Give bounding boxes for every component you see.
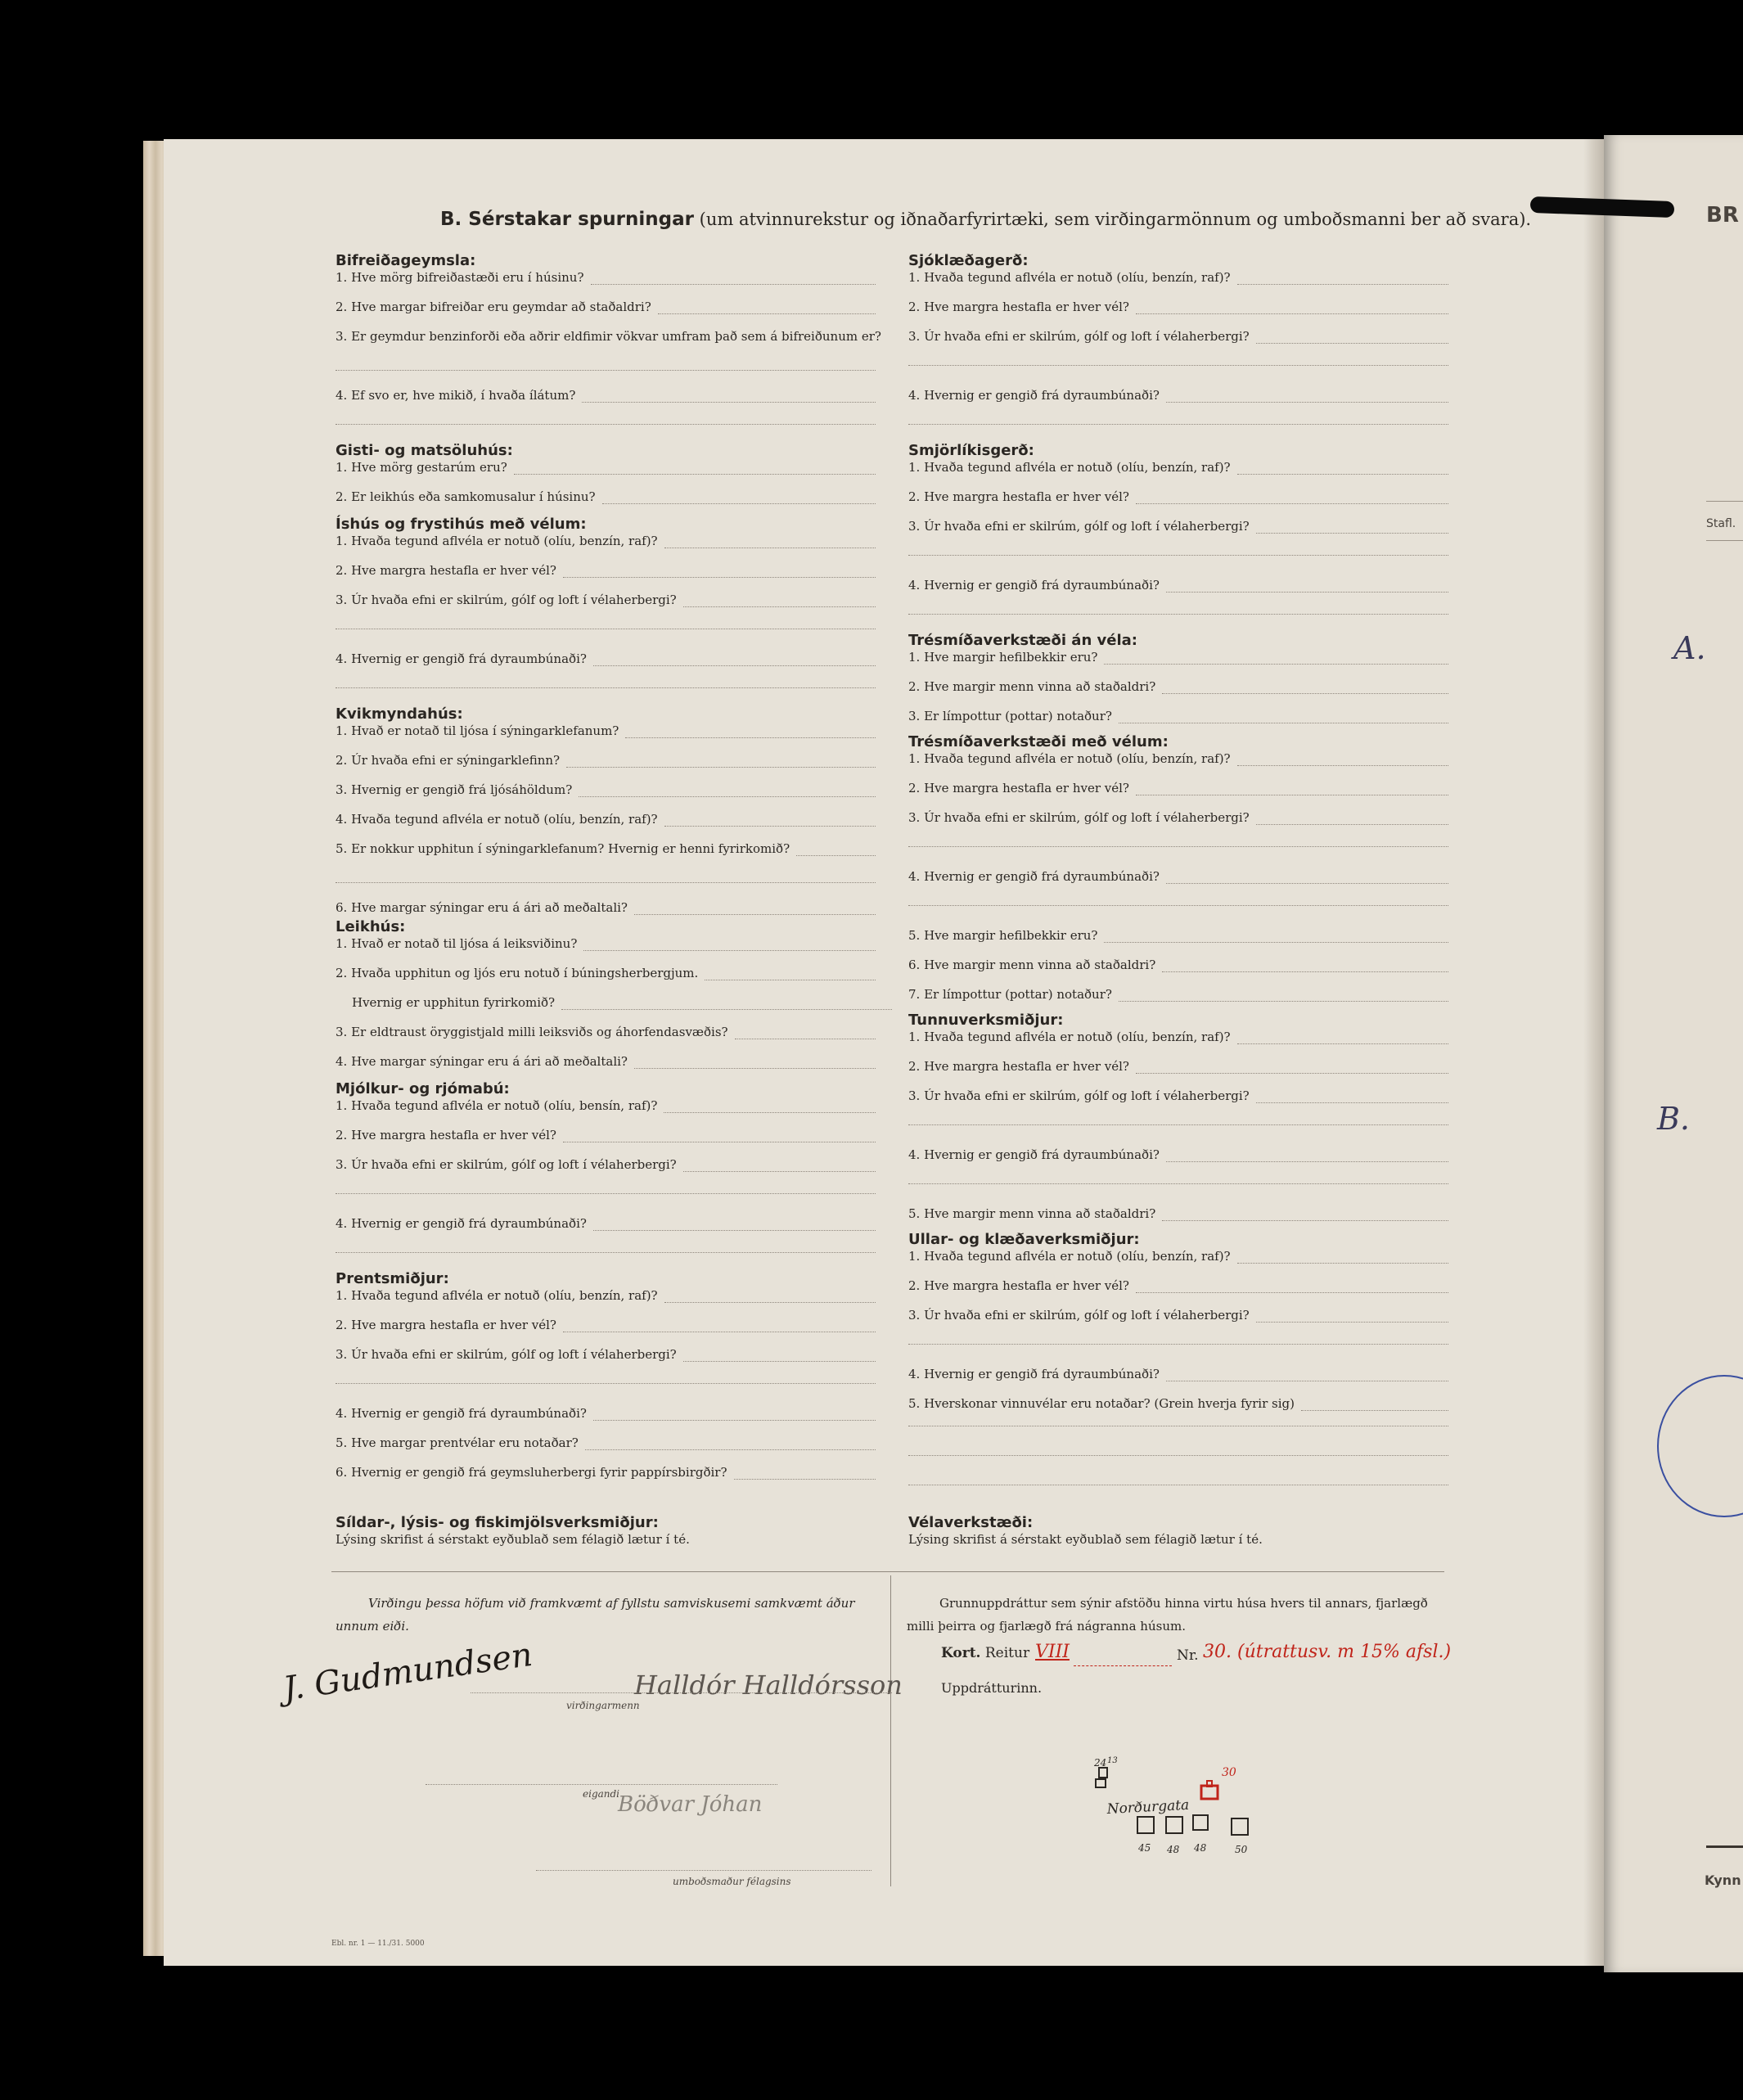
sketch-building-1 bbox=[1099, 1768, 1107, 1778]
right-page-handwritten-a: A. bbox=[1673, 630, 1706, 666]
answer-line[interactable] bbox=[625, 737, 876, 738]
section-heading: Smjörlíkisgerð: bbox=[908, 442, 1034, 459]
question-text: 3. Úr hvaða efni er skilrúm, gólf og loft í vélaherbergi? bbox=[336, 593, 677, 607]
question-text: 6. Hve margir menn vinna að staðaldri? bbox=[908, 958, 1156, 972]
answer-line[interactable] bbox=[563, 576, 876, 578]
answer-line[interactable] bbox=[908, 1344, 1448, 1345]
answer-line[interactable] bbox=[561, 1008, 892, 1010]
answer-line[interactable] bbox=[602, 502, 876, 504]
question-item bbox=[908, 388, 1448, 403]
question-text: 4. Ef svo er, hve mikið, í hvaða ílátum? bbox=[336, 388, 576, 403]
question-text: 2. Hve margra hestafla er hver vél? bbox=[908, 489, 1129, 504]
answer-line[interactable] bbox=[1162, 692, 1448, 694]
answer-line[interactable] bbox=[1136, 1291, 1448, 1293]
question-item bbox=[336, 1318, 876, 1332]
reitur-underline bbox=[1074, 1665, 1172, 1666]
question-text: 1. Hve mörg gestarúm eru? bbox=[336, 460, 507, 475]
question-item bbox=[336, 1288, 876, 1303]
answer-line[interactable] bbox=[664, 1111, 876, 1113]
bottom-divider bbox=[331, 1571, 1444, 1572]
question-text: 3. Úr hvaða efni er skilrúm, gólf og loft í vélaherbergi? bbox=[908, 519, 1250, 534]
question-item bbox=[336, 1025, 876, 1039]
ground-plan-description: Grunnuppdráttur sem sýnir afstöðu hinna virtu húsa hvers til annars, fjarlægð milli þeirra og fjarlægð frá nágranna húsum. bbox=[907, 1596, 1428, 1634]
answer-line[interactable] bbox=[514, 473, 876, 475]
question-item bbox=[908, 810, 1448, 825]
question-item bbox=[336, 1128, 876, 1142]
site-sketch bbox=[1084, 1751, 1272, 1858]
question-item bbox=[908, 650, 1448, 665]
answer-line[interactable] bbox=[634, 1067, 876, 1069]
question-text: 6. Hve margar sýningar eru á ári að meðaltali? bbox=[336, 900, 628, 915]
kort-label: Kort. bbox=[941, 1645, 981, 1661]
appraisers-label: virðingarmenn bbox=[566, 1700, 640, 1711]
form-title: B. Sérstakar spurningar (um atvinnurekstur og iðnaðarfyrirtæki, sem virðingarmönnum og umboðsmanni ber að svara). bbox=[440, 209, 1532, 230]
question-text: 1. Hvaða tegund aflvéla er notuð (olíu, benzín, raf)? bbox=[336, 1288, 658, 1303]
question-text: 2. Úr hvaða efni er sýningarklefinn? bbox=[336, 753, 561, 768]
nr-value: 30. (útrattusv. m 15% afsl.) bbox=[1203, 1642, 1452, 1662]
section-heading: Ullar- og klæðaverksmiðjur: bbox=[908, 1231, 1140, 1248]
question-text: 2. Hve margra hestafla er hver vél? bbox=[336, 1318, 556, 1332]
question-item bbox=[908, 329, 1448, 344]
question-item bbox=[908, 1206, 1448, 1221]
question-item bbox=[336, 812, 876, 827]
question-item bbox=[908, 1088, 1448, 1103]
answer-line[interactable] bbox=[664, 825, 876, 827]
question-text: 1. Hvaða tegund aflvéla er notuð (olíu, benzín, raf)? bbox=[908, 270, 1231, 285]
answer-line[interactable] bbox=[583, 949, 876, 951]
answer-line[interactable] bbox=[908, 555, 1448, 556]
question-text: 2. Hve margra hestafla er hver vél? bbox=[908, 300, 1129, 314]
question-item bbox=[908, 1308, 1448, 1323]
question-text: 1. Hvaða tegund aflvéla er notuð (olíu, benzín, raf)? bbox=[908, 1030, 1231, 1044]
question-item bbox=[908, 578, 1448, 593]
section-heading: Íshús og frystihús með vélum: bbox=[336, 516, 587, 533]
question-text: 3. Úr hvaða efni er skilrúm, gólf og loft í vélaherbergi? bbox=[908, 1088, 1250, 1103]
question-item bbox=[336, 900, 876, 915]
question-item bbox=[336, 936, 876, 951]
sketch-label-50: 50 bbox=[1235, 1844, 1248, 1855]
question-item bbox=[908, 709, 1448, 723]
question-item bbox=[908, 958, 1448, 972]
answer-line[interactable] bbox=[336, 1193, 876, 1194]
question-text: 1. Hvaða tegund aflvéla er notuð (olíu, benzín, raf)? bbox=[908, 460, 1231, 475]
answer-line[interactable] bbox=[1166, 882, 1448, 884]
sketch-building-45 bbox=[1137, 1817, 1154, 1833]
sketch-label-45: 45 bbox=[1138, 1842, 1151, 1854]
right-page-stafl-label: Stafl. bbox=[1706, 517, 1736, 530]
answer-line[interactable] bbox=[634, 913, 876, 915]
question-text: 3. Úr hvaða efni er skilrúm, gólf og loft í vélaherbergi? bbox=[908, 329, 1250, 344]
question-item bbox=[908, 489, 1448, 504]
question-item bbox=[336, 329, 881, 344]
answer-line[interactable] bbox=[705, 979, 876, 980]
section-heading: Mjólkur- og rjómabú: bbox=[336, 1080, 510, 1097]
question-text: 4. Hvernig er gengið frá dyraumbúnaði? bbox=[908, 578, 1160, 593]
answer-line[interactable] bbox=[336, 882, 876, 883]
question-item bbox=[908, 781, 1448, 795]
answer-line[interactable] bbox=[908, 1455, 1448, 1456]
question-item bbox=[336, 1435, 876, 1450]
signature-agent: Böðvar Jóhan bbox=[618, 1792, 763, 1817]
section-heading: Síldar-, lýsis- og fiskimjölsverksmiðjur: bbox=[336, 1514, 659, 1531]
answer-line[interactable] bbox=[683, 1170, 876, 1172]
right-page-bottom-rule bbox=[1706, 1845, 1743, 1848]
question-item bbox=[908, 1532, 1448, 1547]
answer-line[interactable] bbox=[336, 370, 876, 371]
answer-line[interactable] bbox=[1237, 1262, 1448, 1264]
sketch-label-48a: 48 bbox=[1167, 1844, 1180, 1855]
question-item bbox=[336, 723, 876, 738]
question-text: 2. Hve margir menn vinna að staðaldri? bbox=[908, 679, 1156, 694]
question-item bbox=[336, 753, 876, 768]
question-text: 4. Hvernig er gengið frá dyraumbúnaði? bbox=[908, 388, 1160, 403]
question-text: 1. Hvaða tegund aflvéla er notuð (olíu, bensín, raf)? bbox=[336, 1098, 658, 1113]
sketch-label-30: 30 bbox=[1222, 1766, 1236, 1779]
question-text: 1. Hvaða tegund aflvéla er notuð (olíu, benzín, raf)? bbox=[908, 1249, 1231, 1264]
question-item bbox=[336, 1216, 876, 1231]
question-text: 6. Hvernig er gengið frá geymsluherbergi fyrir pappírsbirgðir? bbox=[336, 1465, 727, 1480]
question-text: 5. Hve margar prentvélar eru notaðar? bbox=[336, 1435, 579, 1450]
question-text: Hvernig er upphitun fyrirkomið? bbox=[352, 995, 556, 1010]
question-text: Lýsing skrifist á sérstakt eyðublað sem félagið lætur í té. bbox=[908, 1532, 1263, 1547]
right-page-rule-1 bbox=[1706, 501, 1743, 502]
answer-line[interactable] bbox=[1256, 532, 1448, 534]
question-item bbox=[336, 1406, 876, 1421]
section-heading: Tunnuverksmiðjur: bbox=[908, 1012, 1064, 1029]
answer-line[interactable] bbox=[796, 854, 876, 856]
question-item bbox=[908, 1030, 1448, 1044]
question-text: 2. Er leikhús eða samkomusalur í húsinu? bbox=[336, 489, 596, 504]
answer-line[interactable] bbox=[1136, 502, 1448, 504]
question-item bbox=[908, 1278, 1448, 1293]
answer-line[interactable] bbox=[1162, 1219, 1448, 1221]
question-text: 4. Hvernig er gengið frá dyraumbúnaði? bbox=[908, 1367, 1160, 1381]
sketch-building-48b bbox=[1193, 1815, 1208, 1830]
question-text: 1. Hve mörg bifreiðastæði eru í húsinu? bbox=[336, 270, 584, 285]
question-item bbox=[908, 987, 1448, 1002]
answer-line[interactable] bbox=[1237, 764, 1448, 766]
answer-line[interactable] bbox=[593, 1419, 876, 1421]
sketch-label-24: 24 bbox=[1094, 1757, 1107, 1769]
question-item bbox=[336, 1098, 876, 1113]
nr-label: Nr. bbox=[1177, 1647, 1199, 1664]
question-text: 4. Hvernig er gengið frá dyraumbúnaði? bbox=[336, 651, 587, 666]
question-item bbox=[336, 841, 876, 856]
section-heading: Gisti- og matsöluhús: bbox=[336, 442, 513, 459]
section-heading: Sjóklæðagerð: bbox=[908, 252, 1029, 269]
question-text: 1. Hve margir hefilbekkir eru? bbox=[908, 650, 1098, 665]
answer-line[interactable] bbox=[908, 365, 1448, 366]
right-page-header-fragment: BR bbox=[1706, 203, 1739, 228]
question-item bbox=[336, 489, 876, 504]
question-item bbox=[336, 651, 876, 666]
answer-line[interactable] bbox=[1136, 313, 1448, 314]
question-text: 2. Hve margra hestafla er hver vél? bbox=[336, 563, 556, 578]
question-text: 5. Hve margir hefilbekkir eru? bbox=[908, 928, 1098, 943]
question-text: 1. Hvað er notað til ljósa á leiksviðinu? bbox=[336, 936, 578, 951]
answer-line[interactable] bbox=[908, 1183, 1448, 1184]
answer-line[interactable] bbox=[1237, 1043, 1448, 1044]
agent-label: umboðsmaður félagsins bbox=[673, 1876, 791, 1887]
sketch-label-13: 13 bbox=[1107, 1756, 1118, 1765]
question-text: 1. Hvaða tegund aflvéla er notuð (olíu, benzín, raf)? bbox=[336, 534, 658, 548]
appraisal-statement: Virðingu þessa höfum við framkvæmt af fyllstu samviskusemi samkvæmt áður unnum eiði. bbox=[336, 1596, 855, 1634]
answer-line[interactable] bbox=[1256, 1102, 1448, 1103]
drawing-label: Uppdrátturinn. bbox=[941, 1680, 1043, 1696]
section-heading: Trésmíðaverkstæði án véla: bbox=[908, 632, 1137, 649]
question-item bbox=[336, 1157, 876, 1172]
question-item bbox=[336, 1347, 876, 1362]
answer-line[interactable] bbox=[908, 905, 1448, 906]
question-text: 3. Er geymdur benzinforði eða aðrir eldfimir vökvar umfram það sem á bifreiðunum er? bbox=[336, 329, 881, 344]
section-heading: Leikhús: bbox=[336, 918, 406, 935]
question-text: 7. Er límpottur (pottar) notaður? bbox=[908, 987, 1112, 1002]
answer-line[interactable] bbox=[1136, 794, 1448, 795]
question-item bbox=[908, 1059, 1448, 1074]
question-text: 4. Hvernig er gengið frá dyraumbúnaði? bbox=[908, 869, 1160, 884]
question-item bbox=[908, 1249, 1448, 1264]
answer-line[interactable] bbox=[908, 846, 1448, 847]
question-item bbox=[908, 519, 1448, 534]
question-item bbox=[908, 460, 1448, 475]
question-item bbox=[908, 679, 1448, 694]
question-item bbox=[908, 1367, 1448, 1381]
question-text: 5. Er nokkur upphitun í sýningarklefanum? Hvernig er henni fyrirkomið? bbox=[336, 841, 790, 856]
question-text: 1. Hvað er notað til ljósa í sýningarklefanum? bbox=[336, 723, 619, 738]
sketch-building-2 bbox=[1096, 1779, 1106, 1787]
answer-line[interactable] bbox=[336, 687, 876, 688]
question-text: 3. Er límpottur (pottar) notaður? bbox=[908, 709, 1112, 723]
question-item bbox=[336, 1465, 876, 1480]
answer-line[interactable] bbox=[1256, 1321, 1448, 1323]
section-heading: Bifreiðageymsla: bbox=[336, 252, 476, 269]
sketch-building-48a bbox=[1166, 1817, 1182, 1833]
question-text: 4. Hvernig er gengið frá dyraumbúnaði? bbox=[908, 1147, 1160, 1162]
answer-line[interactable] bbox=[582, 401, 876, 403]
bottom-center-divider bbox=[890, 1575, 891, 1886]
question-item bbox=[336, 460, 876, 475]
question-item bbox=[336, 593, 876, 607]
appraisers-signature-line bbox=[471, 1692, 892, 1693]
question-text: 3. Hvernig er gengið frá ljósáhöldum? bbox=[336, 782, 573, 797]
question-item bbox=[908, 1396, 1448, 1411]
answer-line[interactable] bbox=[591, 283, 876, 285]
answer-line[interactable] bbox=[1119, 1000, 1448, 1002]
answer-line[interactable] bbox=[664, 547, 876, 548]
question-item bbox=[336, 388, 876, 403]
answer-line[interactable] bbox=[1166, 591, 1448, 593]
answer-line[interactable] bbox=[1166, 1160, 1448, 1162]
question-text: 5. Hverskonar vinnuvélar eru notaðar? (Grein hverja fyrir sig) bbox=[908, 1396, 1295, 1411]
answer-line[interactable] bbox=[908, 614, 1448, 615]
section-heading: Trésmíðaverkstæði með vélum: bbox=[908, 733, 1169, 750]
answer-line[interactable] bbox=[1166, 401, 1448, 403]
answer-line[interactable] bbox=[683, 606, 876, 607]
owner-label: eigandi bbox=[583, 1788, 620, 1800]
answer-line[interactable] bbox=[585, 1449, 876, 1450]
question-text: 3. Úr hvaða efni er skilrúm, gólf og loft í vélaherbergi? bbox=[336, 1157, 677, 1172]
question-item bbox=[908, 928, 1448, 943]
map-reference bbox=[941, 1645, 1029, 1661]
reitur-value: VIII bbox=[1035, 1642, 1070, 1662]
question-item bbox=[336, 270, 876, 285]
question-text: 2. Hve margra hestafla er hver vél? bbox=[908, 781, 1129, 795]
question-text: 2. Hve margra hestafla er hver vél? bbox=[908, 1278, 1129, 1293]
question-text: 2. Hve margra hestafla er hver vél? bbox=[908, 1059, 1129, 1074]
question-item bbox=[336, 563, 876, 578]
answer-line[interactable] bbox=[1256, 342, 1448, 344]
answer-line[interactable] bbox=[1256, 823, 1448, 825]
answer-line[interactable] bbox=[664, 1301, 876, 1303]
question-item bbox=[908, 1147, 1448, 1162]
question-item bbox=[908, 751, 1448, 766]
answer-line[interactable] bbox=[336, 1252, 876, 1253]
question-text: Lýsing skrifist á sérstakt eyðublað sem félagið lætur í té. bbox=[336, 1532, 690, 1547]
question-text: 4. Hvernig er gengið frá dyraumbúnaði? bbox=[336, 1216, 587, 1231]
answer-line[interactable] bbox=[593, 665, 876, 666]
question-text: 5. Hve margir menn vinna að staðaldri? bbox=[908, 1206, 1156, 1221]
question-item bbox=[336, 995, 892, 1010]
section-heading: Prentsmiðjur: bbox=[336, 1270, 449, 1287]
question-item bbox=[336, 782, 876, 797]
question-text: 3. Úr hvaða efni er skilrúm, gólf og loft í vélaherbergi? bbox=[908, 810, 1250, 825]
question-item bbox=[336, 300, 876, 314]
form-number: Ebl. nr. 1 — 11./31. 5000 bbox=[331, 1940, 425, 1948]
sketch-label-48b: 48 bbox=[1194, 1842, 1207, 1854]
section-heading: Kvikmyndahús: bbox=[336, 705, 463, 723]
answer-line[interactable] bbox=[1136, 1072, 1448, 1074]
answer-line[interactable] bbox=[1237, 283, 1448, 285]
section-heading: Vélaverkstæði: bbox=[908, 1514, 1034, 1531]
question-text: 4. Hve margar sýningar eru á ári að meðaltali? bbox=[336, 1054, 628, 1069]
answer-line[interactable] bbox=[1237, 473, 1448, 475]
right-page-handwritten-b: B. bbox=[1657, 1101, 1691, 1137]
right-page-rule-2 bbox=[1706, 540, 1743, 541]
answer-line[interactable] bbox=[1166, 1380, 1448, 1381]
answer-line[interactable] bbox=[735, 1038, 876, 1039]
answer-line[interactable] bbox=[336, 424, 876, 425]
sketch-building-50 bbox=[1232, 1818, 1248, 1835]
answer-line[interactable] bbox=[593, 1229, 876, 1231]
answer-line[interactable] bbox=[683, 1360, 876, 1362]
question-item bbox=[336, 534, 876, 548]
answer-line[interactable] bbox=[1301, 1409, 1448, 1411]
question-item bbox=[908, 869, 1448, 884]
agent-signature-line bbox=[536, 1870, 872, 1871]
question-item bbox=[908, 270, 1448, 285]
question-text: 2. Hve margra hestafla er hver vél? bbox=[336, 1128, 556, 1142]
question-text: 4. Hvernig er gengið frá dyraumbúnaði? bbox=[336, 1406, 587, 1421]
answer-line[interactable] bbox=[908, 1124, 1448, 1125]
answer-line[interactable] bbox=[336, 1383, 876, 1384]
question-item bbox=[336, 1054, 876, 1069]
answer-line[interactable] bbox=[908, 424, 1448, 425]
signature-appraiser-2: Halldór Halldórsson bbox=[634, 1670, 903, 1701]
sketch-street-name: Norðurgata bbox=[1106, 1796, 1190, 1818]
sketch-building-30 bbox=[1201, 1786, 1218, 1799]
question-text: 2. Hvaða upphitun og ljós eru notuð í búningsherbergjum. bbox=[336, 966, 699, 980]
question-item bbox=[908, 300, 1448, 314]
answer-line[interactable] bbox=[1104, 663, 1448, 665]
question-item bbox=[336, 966, 876, 980]
reitur-label: Reitur bbox=[984, 1645, 1030, 1661]
answer-line[interactable] bbox=[566, 766, 876, 768]
answer-line[interactable] bbox=[734, 1478, 876, 1480]
right-page bbox=[1604, 135, 1743, 1972]
question-text: 3. Úr hvaða efni er skilrúm, gólf og loft í vélaherbergi? bbox=[336, 1347, 677, 1362]
owner-signature-line bbox=[426, 1784, 777, 1785]
question-text: 4. Hvaða tegund aflvéla er notuð (olíu, benzín, raf)? bbox=[336, 812, 658, 827]
question-item bbox=[336, 1532, 876, 1547]
question-text: 3. Úr hvaða efni er skilrúm, gólf og loft í vélaherbergi? bbox=[908, 1308, 1250, 1323]
answer-line[interactable] bbox=[563, 1331, 876, 1332]
answer-line[interactable] bbox=[1162, 971, 1448, 972]
answer-line[interactable] bbox=[1104, 941, 1448, 943]
answer-line[interactable] bbox=[563, 1141, 876, 1142]
question-text: 2. Hve margar bifreiðar eru geymdar að staðaldri? bbox=[336, 300, 651, 314]
question-text: 1. Hvaða tegund aflvéla er notuð (olíu, benzín, raf)? bbox=[908, 751, 1231, 766]
answer-line[interactable] bbox=[658, 313, 876, 314]
answer-line[interactable] bbox=[1119, 722, 1448, 723]
question-text: 3. Er eldtraust öryggistjald milli leiksviðs og áhorfendasvæðis? bbox=[336, 1025, 728, 1039]
answer-line[interactable] bbox=[579, 795, 876, 797]
signature-appraiser-1: J. Gudmundsen bbox=[281, 1635, 535, 1709]
right-page-bottom-fragment: Kynn bbox=[1705, 1872, 1741, 1888]
